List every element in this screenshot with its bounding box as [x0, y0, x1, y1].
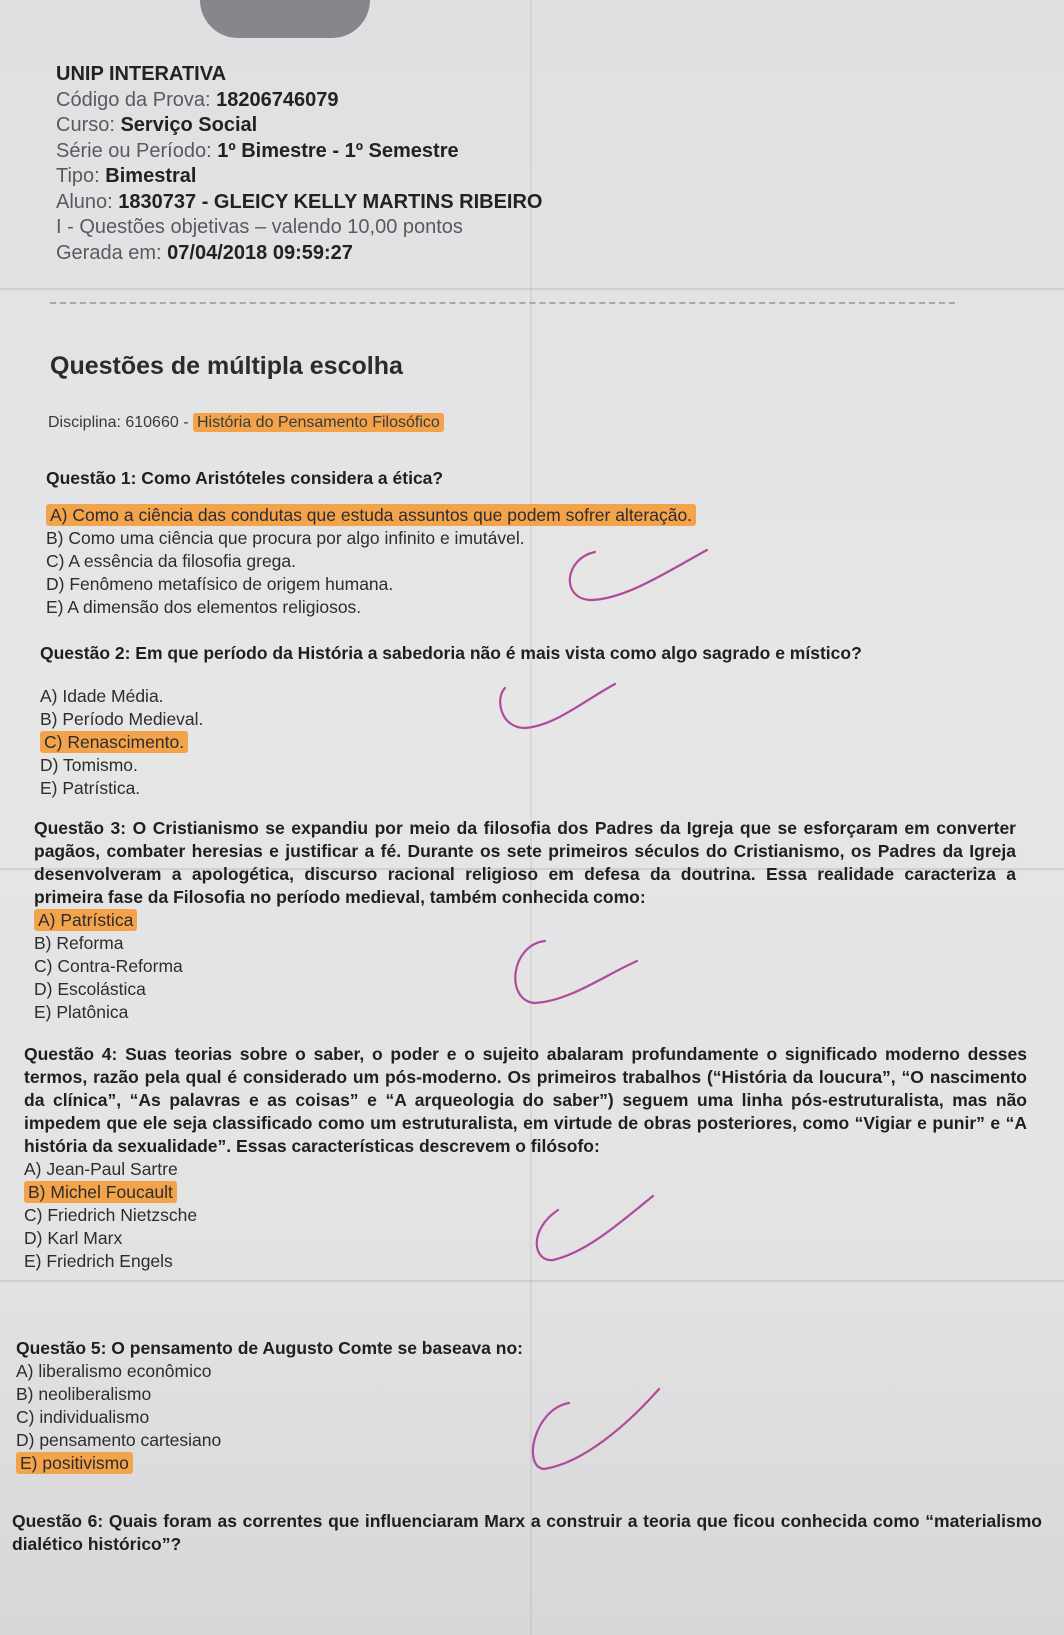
option-c: C) Friedrich Nietzsche	[24, 1205, 198, 1225]
option-a: A) Patrística	[34, 909, 1016, 932]
discipline-name: História do Pensamento Filosófico	[193, 413, 444, 432]
header-row-type: Tipo: Bimestral	[56, 165, 197, 187]
option-a: A) liberalismo econômico	[16, 1361, 212, 1381]
option-b: B) neoliberalismo	[16, 1384, 152, 1404]
option-d: D) Escolástica	[34, 979, 146, 999]
section-title: Questões de múltipla escolha	[50, 352, 403, 380]
option-d: D) pensamento cartesiano	[16, 1430, 222, 1450]
option-e: E) positivismo	[16, 1452, 916, 1475]
question-text: Questão 4: Suas teorias sobre o saber, o poder e o sujeito abalaram profundamente o significado moderno desses termos, razão pela qual é considerado um pós-moderno. Os primeiros trabalhos (“História da loucura”, “O nascimento da clínica”, “As palavras e as coisas” e “A arqueologia do saber”) seguem uma linha pós-estruturalista, mas não impedem que ele seja classificado como um estruturalista, em virtude de obras posteriores, como “Vigiar e punir” e “A história da sexualidade”. Essas características descrevem o filósofo:	[24, 1044, 1027, 1156]
question-text: Questão 3: O Cristianismo se expandiu por meio da filosofia dos Padres da Igreja que se esforçaram em converter pagãos, combater heresias e justificar a fé. Durante os sete primeiros séculos do Cristianismo, os Padres da Igreja desenvolveram a apologética, discurso racional religioso em defesa da doutrina. Essa realidade caracteriza a primeira fase da Filosofia no período medieval, também conhecida como:	[34, 818, 1016, 907]
check-mark-icon	[505, 935, 645, 1015]
option-b: B) Michel Foucault	[24, 1181, 1027, 1204]
shadow-blob	[200, 0, 370, 38]
option-c: C) Renascimento.	[40, 731, 920, 754]
header-row-student: Aluno: 1830737 - GLEICY KELLY MARTINS RIBEIRO	[56, 190, 543, 213]
divider	[50, 302, 955, 304]
option-c: C) A essência da filosofia grega.	[46, 551, 297, 571]
option-e: E) Platônica	[34, 1002, 129, 1022]
option-d: D) Karl Marx	[24, 1228, 123, 1248]
check-mark-icon	[524, 1383, 664, 1473]
header-row-course: Curso: Serviço Social	[56, 114, 258, 136]
discipline	[48, 414, 444, 432]
option-d: D) Tomismo.	[40, 755, 138, 775]
school-name: UNIP INTERATIVA	[56, 63, 227, 85]
option-a: A) Idade Média.	[40, 686, 164, 706]
option-b: B) Período Medieval.	[40, 709, 204, 729]
exam-header	[56, 62, 542, 266]
header-row-points: I - Questões objetivas – valendo 10,00 pontos	[56, 216, 463, 238]
option-a: A) Jean-Paul Sartre	[24, 1159, 178, 1179]
question-text: Questão 6: Quais foram as correntes que influenciaram Marx a construir a teoria que ficou conhecida como “materialismo dialético histórico”?	[12, 1511, 1042, 1554]
header-row-generated: Gerada em: 07/04/2018 09:59:27	[56, 241, 353, 264]
paper-fold	[0, 1280, 1064, 1282]
check-mark-icon	[528, 1190, 658, 1270]
option-e: E) Friedrich Engels	[24, 1251, 173, 1271]
option-a: A) Como a ciência das condutas que estuda assuntos que podem sofrer alteração.	[46, 504, 906, 527]
option-c: C) individualismo	[16, 1407, 150, 1427]
question-4	[24, 1043, 1027, 1273]
question-1	[46, 467, 906, 619]
option-e: E) A dimensão dos elementos religiosos.	[46, 597, 362, 617]
question-text: Questão 1: Como Aristóteles considera a ética?	[46, 468, 444, 488]
option-d: D) Fenômeno metafísico de origem humana.	[46, 574, 394, 594]
question-5	[16, 1337, 916, 1475]
question-text: Questão 5: O pensamento de Augusto Comte se baseava no:	[16, 1338, 523, 1358]
question-text: Questão 2: Em que período da História a sabedoria não é mais vista como algo sagrado e místico?	[40, 643, 862, 663]
question-6	[12, 1510, 1042, 1556]
option-b: B) Reforma	[34, 933, 124, 953]
check-mark-icon	[495, 678, 625, 738]
discipline-label: Disciplina: 610660 -	[48, 414, 189, 431]
check-mark-icon	[555, 540, 715, 610]
paper-fold	[0, 288, 1064, 290]
question-2	[40, 642, 920, 800]
header-row-period: Série ou Período: 1º Bimestre - 1º Semestre	[56, 139, 459, 162]
option-e: E) Patrística.	[40, 778, 141, 798]
option-c: C) Contra-Reforma	[34, 956, 183, 976]
header-row-code: Código da Prova: 18206746079	[56, 88, 339, 111]
option-b: B) Como uma ciência que procura por algo infinito e imutável.	[46, 528, 525, 548]
